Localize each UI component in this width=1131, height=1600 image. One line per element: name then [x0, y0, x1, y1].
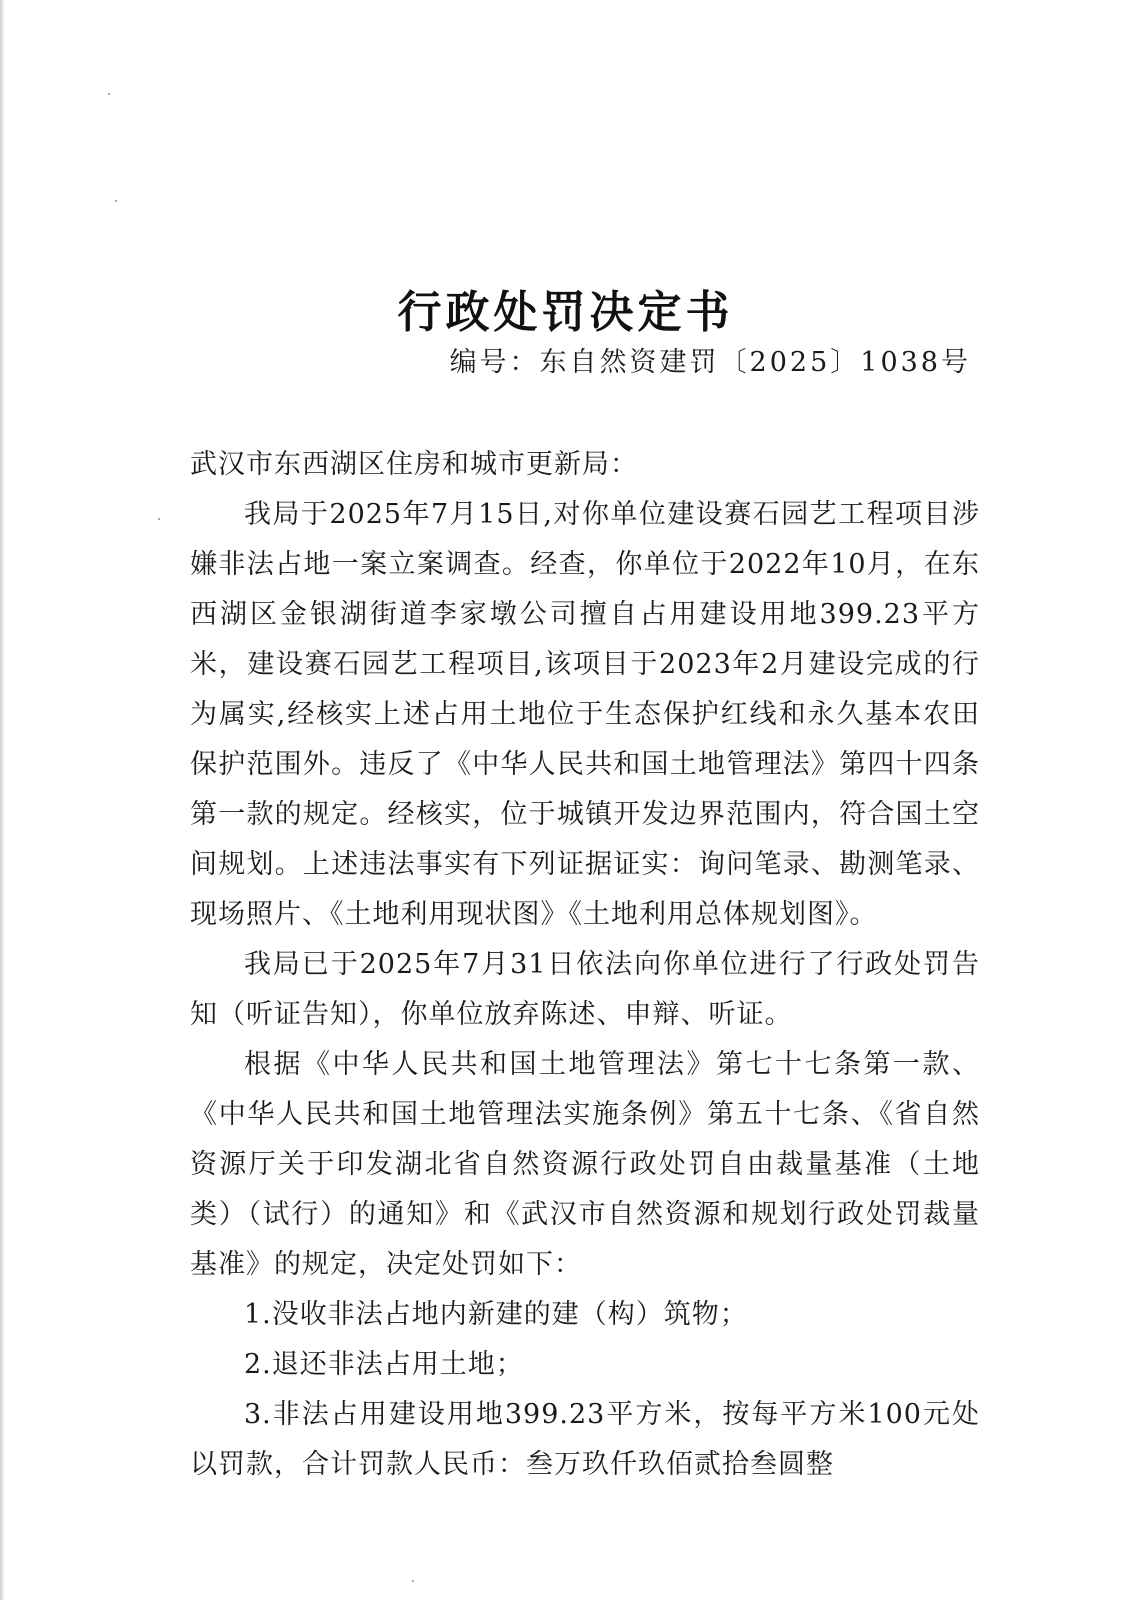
paragraph-legal-basis: 根据《中华人民共和国土地管理法》第七十七条第一款、《中华人民共和国土地管理法实施条例》第五十七条、《省自然资源厅关于印发湖北省自然资源行政处罚自由裁量基准（土地类）（试行）的通知》和《武汉市自然资源和规划行政处罚裁量基准》的规定，决定处罚如下：: [190, 1049, 980, 1280]
addressee: 武汉市东西湖区住房和城市更新局：: [190, 449, 638, 480]
paragraph-investigation: 我局于2025年7月15日,对你单位建设赛石园艺工程项目涉嫌非法占地一案立案调查。经查，你单位于2022年10月，在东西湖区金银湖街道李家墩公司擅自占用建设用地399.23平方米，建设赛石园艺工程项目,该项目于2023年2月建设完成的行为属实,经核实上述占用土地位于生态保护红线和永久基本农田保护范围外。违反了《中华人民共和国土地管理法》第四十四条第一款的规定。经核实，位于城镇开发边界范围内，符合国土空间规划。上述违法事实有下列证据证实：询问笔录、勘测笔录、现场照片、《土地利用现状图》《土地利用总体规划图》。: [190, 499, 980, 930]
scan-edge: [0, 0, 4, 1600]
scan-speck: [115, 200, 117, 202]
document-number: 编号：东自然资建罚〔2025〕1038号: [449, 347, 971, 378]
penalty-item-1: 1.没收非法占地内新建的建（构）筑物；: [244, 1299, 748, 1330]
scan-speck: [108, 93, 110, 95]
paragraph-notice: 我局已于2025年7月31日依法向你单位进行了行政处罚告知（听证告知），你单位放弃陈述、申辩、听证。: [190, 949, 980, 1030]
penalty-item-2: 2.退还非法占用土地；: [244, 1349, 524, 1380]
penalty-item-3: 3.非法占用建设用地399.23平方米，按每平方米100元处以罚款，合计罚款人民币：叁万玖仟玖佰贰拾叁圆整: [190, 1399, 980, 1480]
scan-speck: [412, 1580, 414, 1582]
document-title: 行政处罚决定书: [397, 287, 734, 338]
document-body: [190, 440, 980, 1490]
scan-speck: [158, 518, 160, 520]
